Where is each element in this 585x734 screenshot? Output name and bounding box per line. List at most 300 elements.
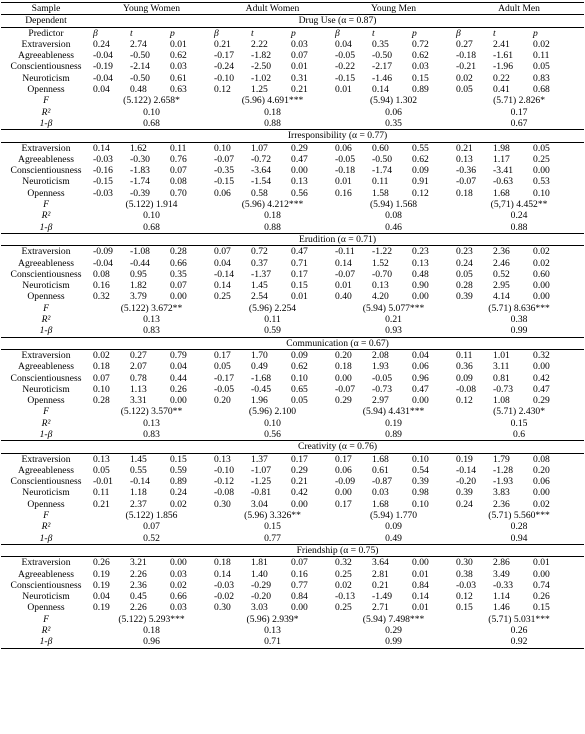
value-cell: 0.28 [170, 246, 187, 258]
value-cell: -3.64 [251, 165, 271, 177]
summary-value: (5.71) 5.560*** [488, 510, 550, 522]
summary-value: (5.96) 4.691*** [241, 95, 304, 107]
value-cell: 2.36 [493, 246, 510, 258]
table-row [1, 154, 584, 165]
value-cell: 0.08 [533, 453, 550, 465]
value-cell: 0.14 [412, 591, 429, 603]
value-cell: 0.02 [533, 498, 550, 510]
value-cell: 0.13 [372, 280, 389, 292]
value-cell: 0.00 [335, 372, 352, 384]
summary-value: 0.38 [510, 314, 528, 326]
value-cell: -0.07 [335, 268, 355, 280]
value-cell: 0.23 [456, 246, 473, 258]
value-cell: 0.39 [456, 291, 473, 303]
value-cell: 0.21 [372, 579, 389, 591]
value-cell: 0.84 [291, 591, 308, 603]
value-cell: -1.83 [130, 165, 150, 177]
table-row [1, 246, 584, 258]
value-cell: 0.15 [412, 72, 429, 84]
summary-value: 0.29 [385, 625, 402, 637]
value-cell: 0.04 [93, 591, 110, 603]
stat-label: F [43, 406, 49, 418]
summary-value: 0.83 [143, 428, 160, 440]
value-cell: -0.07 [214, 153, 234, 165]
predictor-name: Agreeableness [18, 464, 74, 476]
value-cell: 1.13 [130, 383, 147, 395]
value-cell: 3.49 [493, 568, 510, 580]
value-cell: -0.12 [214, 476, 234, 488]
summary-value: 0.10 [143, 210, 160, 222]
value-cell: 0.01 [291, 61, 308, 73]
value-cell: 2.36 [493, 498, 510, 510]
column-label: p [170, 27, 175, 39]
value-cell: 1.25 [251, 84, 268, 96]
value-cell: 0.40 [335, 291, 352, 303]
summary-value: 0.09 [385, 521, 402, 533]
value-cell: 0.15 [291, 280, 308, 292]
value-cell: 0.26 [170, 383, 187, 395]
table-row [1, 361, 584, 372]
value-cell: 0.72 [412, 38, 429, 50]
value-cell: 0.17 [335, 453, 352, 465]
value-cell: -0.15 [214, 176, 234, 188]
value-cell: -0.03 [93, 187, 113, 199]
value-cell: 3.64 [372, 557, 389, 569]
table-row [1, 142, 584, 154]
value-cell: 0.27 [130, 349, 147, 361]
table-row [1, 258, 584, 269]
value-cell: 3.04 [251, 498, 268, 510]
value-cell: -0.81 [251, 487, 271, 499]
column-label: β [93, 27, 98, 39]
value-cell: -0.30 [130, 153, 150, 165]
summary-value: 0.15 [264, 521, 281, 533]
table-row [1, 373, 584, 384]
value-cell: 0.02 [456, 72, 473, 84]
table-row [1, 73, 584, 84]
value-cell: 1.58 [372, 187, 389, 199]
predictor-name: Extraversion [21, 246, 71, 258]
value-cell: 0.15 [170, 453, 187, 465]
value-cell: 0.01 [335, 280, 352, 292]
summary-value: (5.71) 5.031*** [488, 613, 550, 625]
value-cell: 0.02 [533, 246, 550, 258]
predictor-name: Conscientiousness [10, 61, 82, 73]
value-cell: 0.47 [291, 153, 308, 165]
value-cell: 0.00 [412, 395, 429, 407]
value-cell: 0.25 [335, 602, 352, 614]
value-cell: 0.00 [170, 291, 187, 303]
value-cell: -0.16 [93, 165, 113, 177]
value-cell: 0.00 [412, 557, 429, 569]
predictor-name: Extraversion [21, 453, 71, 465]
value-cell: 1.45 [251, 280, 268, 292]
table-row [1, 499, 584, 510]
summary-value: (5.122) 1.856 [125, 510, 178, 522]
value-cell: -1.37 [251, 268, 271, 280]
value-cell: 0.21 [93, 498, 110, 510]
stat-label: 1-β [1, 636, 91, 648]
sample-label: Sample [1, 3, 91, 15]
table-row [1, 269, 584, 280]
summary-row-f [1, 303, 584, 314]
summary-value: (5.122) 2.658* [123, 95, 180, 107]
value-cell: -0.50 [372, 153, 392, 165]
value-cell: 0.68 [533, 84, 550, 96]
value-cell: 0.21 [456, 142, 473, 154]
value-cell: 0.10 [93, 383, 110, 395]
summary-value: (5.122) 1.914 [125, 199, 178, 211]
value-cell: 0.00 [170, 557, 187, 569]
section-title-row [1, 441, 584, 453]
value-cell: 0.52 [493, 268, 510, 280]
value-cell: 0.31 [291, 72, 308, 84]
value-cell: 0.00 [291, 165, 308, 177]
value-cell: 0.12 [214, 84, 231, 96]
value-cell: 0.18 [214, 557, 231, 569]
summary-value: 0.13 [264, 625, 281, 637]
value-cell: -1.28 [493, 464, 514, 476]
value-cell: 0.27 [456, 38, 473, 50]
value-cell: -0.05 [335, 153, 355, 165]
value-cell: 1.70 [251, 349, 268, 361]
value-cell: 0.05 [456, 84, 473, 96]
summary-value: 0.99 [510, 325, 528, 337]
value-cell: 0.48 [130, 84, 147, 96]
value-cell: 0.01 [291, 291, 308, 303]
value-cell: 0.76 [170, 153, 187, 165]
summary-value: 0.83 [143, 325, 160, 337]
table-row [1, 280, 584, 291]
value-cell: 0.07 [291, 557, 308, 569]
value-cell: 0.02 [170, 579, 187, 591]
value-cell: -0.39 [130, 187, 150, 199]
table-row [1, 395, 584, 406]
empty-cell [1, 233, 91, 245]
predictor-name: Openness [27, 291, 65, 303]
value-cell: -0.14 [214, 268, 234, 280]
summary-row-power [1, 118, 584, 130]
value-cell: 1.96 [251, 395, 268, 407]
value-cell: 2.97 [372, 395, 389, 407]
summary-value: 0.35 [385, 117, 402, 129]
value-cell: 0.00 [170, 395, 187, 407]
predictor-name: Agreeableness [18, 257, 74, 269]
value-cell: -1.22 [372, 246, 392, 258]
summary-value: 0.56 [264, 428, 281, 440]
summary-value: 0.13 [143, 314, 160, 326]
value-cell: -0.17 [214, 50, 234, 62]
value-cell: 0.58 [251, 187, 268, 199]
section-title: Creativity (α = 0.76) [91, 441, 584, 453]
value-cell: -0.29 [251, 579, 271, 591]
value-cell: 0.35 [372, 38, 389, 50]
value-cell: 0.29 [335, 395, 352, 407]
value-cell: 0.56 [291, 187, 308, 199]
value-cell: -0.36 [456, 165, 477, 177]
value-cell: 0.11 [456, 349, 473, 361]
summary-row-power [1, 222, 584, 234]
value-cell: -1.74 [372, 165, 392, 177]
value-cell: 0.62 [412, 153, 429, 165]
value-cell: 0.23 [412, 246, 429, 258]
value-cell: -0.21 [456, 61, 477, 73]
stat-label: F [43, 302, 49, 314]
value-cell: 0.00 [533, 568, 550, 580]
value-cell: -0.11 [335, 246, 355, 258]
summary-value: (5.94) 1.302 [369, 95, 418, 107]
value-cell: -0.44 [130, 257, 150, 269]
value-cell: 0.18 [335, 361, 352, 373]
summary-value: 0.18 [264, 106, 281, 118]
predictor-name: Extraversion [21, 142, 71, 154]
predictor-name: Agreeableness [18, 153, 74, 165]
value-cell: 0.03 [170, 602, 187, 614]
value-cell: -0.63 [493, 176, 514, 188]
value-cell: -0.87 [372, 476, 392, 488]
predictor-name: Extraversion [21, 349, 71, 361]
stat-label: R² [41, 210, 51, 222]
value-cell: 1.01 [493, 349, 510, 361]
value-cell: 0.04 [412, 349, 429, 361]
value-cell: 0.13 [291, 176, 308, 188]
value-cell: 0.14 [214, 280, 231, 292]
stat-label: R² [41, 106, 51, 118]
value-cell: -0.33 [493, 579, 514, 591]
predictor-name: Conscientiousness [10, 579, 82, 591]
value-cell: 0.07 [93, 372, 110, 384]
value-cell: -0.09 [93, 246, 113, 258]
value-cell: 0.02 [533, 257, 550, 269]
value-cell: 0.02 [170, 498, 187, 510]
empty-cell [1, 130, 91, 142]
value-cell: 0.89 [412, 84, 429, 96]
value-cell: 0.04 [170, 361, 187, 373]
value-cell: 0.55 [130, 464, 147, 476]
value-cell: 1.18 [130, 487, 147, 499]
summary-row-power [1, 429, 584, 441]
value-cell: 0.81 [493, 372, 510, 384]
section-title: Drug Use (α = 0.87) [91, 15, 584, 27]
value-cell: 0.05 [533, 61, 550, 73]
summary-row-r2 [1, 210, 584, 221]
value-cell: 3.11 [493, 361, 510, 373]
value-cell: 0.05 [93, 464, 110, 476]
value-cell: -0.50 [372, 50, 392, 62]
value-cell: 0.30 [214, 498, 231, 510]
value-cell: -1.08 [130, 246, 150, 258]
value-cell: 0.04 [335, 38, 352, 50]
value-cell: 0.24 [170, 487, 187, 499]
value-cell: -1.74 [130, 176, 150, 188]
value-cell: 1.40 [251, 568, 268, 580]
summary-value: 0.77 [264, 532, 281, 544]
value-cell: 0.62 [291, 361, 308, 373]
summary-value: 0.21 [385, 314, 402, 326]
value-cell: 1.82 [130, 280, 147, 292]
summary-value: 0.26 [510, 625, 528, 637]
value-cell: 0.05 [214, 361, 231, 373]
value-cell: 0.21 [214, 38, 231, 50]
column-label: β [456, 27, 461, 39]
value-cell: 2.54 [251, 291, 268, 303]
table-row [1, 188, 584, 199]
value-cell: 1.62 [130, 142, 147, 154]
value-cell: 0.03 [372, 487, 389, 499]
value-cell: 0.01 [335, 84, 352, 96]
value-cell: -0.02 [214, 591, 234, 603]
value-cell: 0.18 [93, 361, 110, 373]
value-cell: -0.20 [251, 591, 271, 603]
value-cell: 3.79 [130, 291, 147, 303]
value-cell: 0.35 [170, 268, 187, 280]
empty-cell [1, 441, 91, 453]
summary-value: 0.24 [510, 210, 528, 222]
table-row [1, 61, 584, 72]
summary-value: 0.07 [143, 521, 160, 533]
value-cell: 0.30 [456, 557, 473, 569]
section-title: Erudition (α = 0.71) [91, 233, 584, 245]
value-cell: 0.19 [93, 579, 110, 591]
value-cell: 0.74 [533, 579, 550, 591]
value-cell: 0.11 [170, 142, 187, 154]
value-cell: 0.13 [93, 453, 110, 465]
summary-row-power [1, 636, 584, 648]
value-cell: 0.32 [93, 291, 110, 303]
value-cell: 0.10 [412, 498, 429, 510]
summary-value: 0.17 [510, 106, 528, 118]
column-label: p [291, 27, 296, 39]
value-cell: 0.13 [214, 453, 231, 465]
table-row [1, 580, 584, 591]
value-cell: 0.11 [372, 176, 389, 188]
value-cell: 0.06 [533, 476, 550, 488]
summary-value: (5.71) 8.636*** [488, 302, 550, 314]
value-cell: 0.00 [412, 291, 429, 303]
value-cell: 3.83 [493, 487, 510, 499]
summary-value: 0.19 [385, 417, 402, 429]
header-sample-row [1, 3, 584, 15]
value-cell: -0.73 [493, 383, 514, 395]
value-cell: 0.01 [533, 557, 550, 569]
summary-value: 0.68 [143, 117, 160, 129]
column-label-row [1, 27, 584, 39]
value-cell: 0.39 [456, 487, 473, 499]
value-cell: 0.13 [456, 153, 473, 165]
value-cell: -0.17 [214, 372, 234, 384]
value-cell: 0.12 [456, 395, 473, 407]
stat-label: 1-β [39, 532, 53, 544]
value-cell: 0.10 [533, 187, 550, 199]
value-cell: 2.95 [493, 280, 510, 292]
table-row [1, 476, 584, 487]
summary-value: (5.96) 2.254 [248, 302, 297, 314]
summary-value: (5.71) 2.826* [493, 95, 546, 107]
summary-value: (5.122) 5.293*** [118, 613, 185, 625]
value-cell: 0.14 [335, 257, 352, 269]
summary-value: (5.94) 1.568 [369, 199, 418, 211]
section-title: Communication (α = 0.67) [91, 337, 584, 349]
value-cell: 0.00 [533, 487, 550, 499]
value-cell: 0.11 [533, 50, 550, 62]
value-cell: 0.14 [93, 142, 110, 154]
predictor-name: Neuroticism [22, 383, 70, 395]
value-cell: 0.04 [214, 257, 231, 269]
value-cell: 0.79 [170, 349, 187, 361]
value-cell: 0.22 [493, 72, 510, 84]
value-cell: 2.41 [493, 38, 510, 50]
summary-value: 0.89 [385, 428, 402, 440]
stat-label: R² [41, 521, 51, 533]
summary-value: 0.46 [385, 221, 402, 233]
value-cell: 1.45 [130, 453, 147, 465]
value-cell: 3.03 [251, 602, 268, 614]
summary-row-power [1, 325, 584, 337]
value-cell: -0.70 [372, 268, 392, 280]
summary-value: (5.94) 7.498*** [362, 613, 425, 625]
summary-row-power [1, 533, 584, 545]
value-cell: 0.90 [412, 280, 429, 292]
value-cell: 0.07 [214, 246, 231, 258]
value-cell: -0.13 [335, 591, 355, 603]
value-cell: 0.08 [170, 176, 187, 188]
value-cell: -0.03 [214, 579, 234, 591]
value-cell: -0.03 [93, 153, 113, 165]
summary-value: (5.94) 1.770 [369, 510, 418, 522]
predictor-name: Extraversion [21, 557, 71, 569]
section-title-row [1, 15, 584, 27]
value-cell: -0.50 [130, 72, 150, 84]
stat-label: 1-β [39, 221, 53, 233]
summary-value: 0.06 [385, 106, 402, 118]
predictor-name: Openness [27, 84, 65, 96]
predictor-label: Predictor [28, 27, 64, 39]
predictor-name: Conscientiousness [10, 165, 82, 177]
table-row [1, 453, 584, 465]
value-cell: -1.61 [493, 50, 514, 62]
value-cell: 0.00 [533, 361, 550, 373]
value-cell: 0.16 [291, 568, 308, 580]
value-cell: 0.17 [291, 268, 308, 280]
value-cell: 0.21 [291, 476, 308, 488]
value-cell: 0.37 [251, 257, 268, 269]
group-header: Young Women [91, 3, 212, 15]
predictor-name: Agreeableness [18, 568, 74, 580]
value-cell: 4.20 [372, 291, 389, 303]
value-cell: 1.81 [251, 557, 268, 569]
value-cell: 0.05 [533, 142, 550, 154]
table-row [1, 39, 584, 50]
value-cell: 0.29 [291, 142, 308, 154]
value-cell: 0.83 [533, 72, 550, 84]
value-cell: 0.12 [412, 187, 429, 199]
table-row [1, 291, 584, 302]
value-cell: 0.54 [412, 464, 429, 476]
value-cell: 0.70 [170, 187, 187, 199]
section-title: Irresponsibility (α = 0.77) [91, 130, 584, 142]
value-cell: 2.46 [493, 257, 510, 269]
value-cell: 0.59 [170, 464, 187, 476]
summary-value: 0.88 [264, 221, 281, 233]
summary-value: 0.92 [454, 636, 584, 648]
value-cell: 0.00 [335, 487, 352, 499]
value-cell: 0.10 [291, 372, 308, 384]
table-row [1, 384, 584, 395]
value-cell: -0.73 [372, 383, 392, 395]
value-cell: 0.05 [291, 395, 308, 407]
summary-row-r2 [1, 107, 584, 118]
predictor-name: Conscientiousness [10, 476, 82, 488]
